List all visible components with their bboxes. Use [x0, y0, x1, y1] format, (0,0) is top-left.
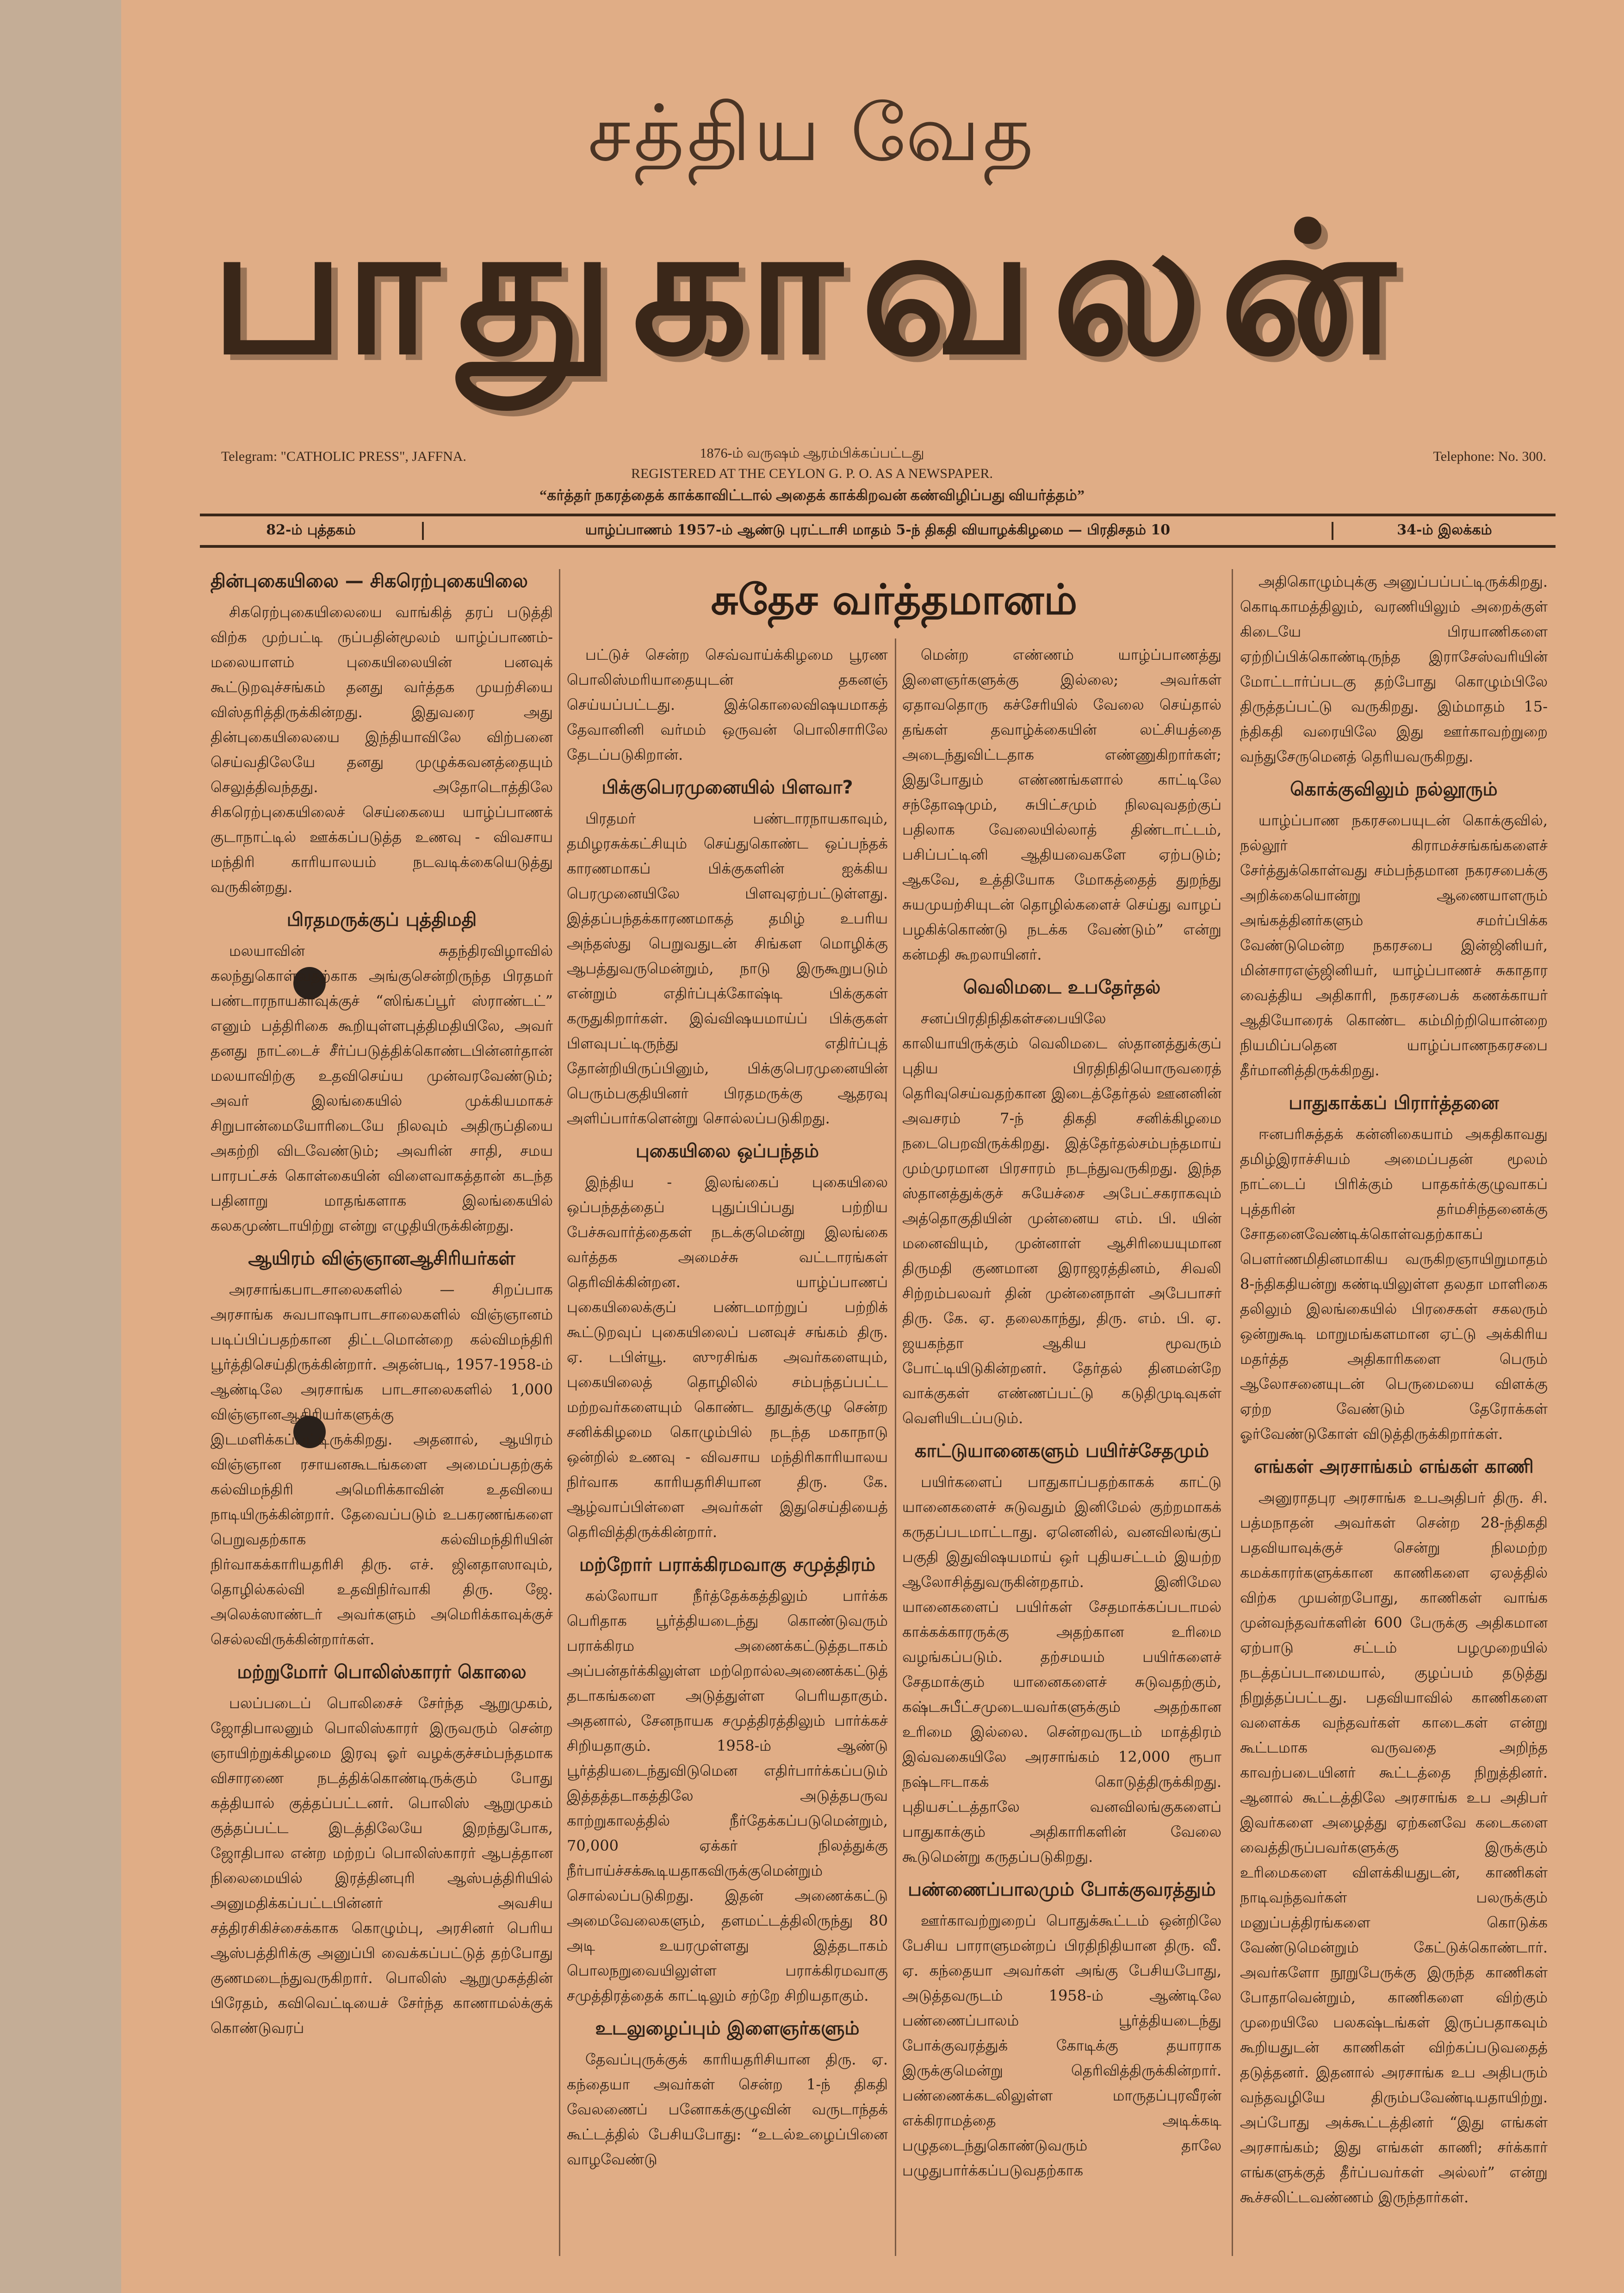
article-heading: ஆயிரம் விஞ்ஞானஆசிரியர்கள் [248, 1248, 515, 1269]
founded-line: 1876-ம் வருஷம் ஆரம்பிக்கப்பட்டது [700, 446, 924, 461]
column-2 [567, 642, 888, 2179]
article-heading: வெலிமடை உபதேர்தல் [963, 977, 1161, 998]
article-paragraph: பட்டுச் சென்ற செவ்வாய்க்கிழமை பூரண பொலிஸ்மரியாதையுடன் தகனஞ் செய்யப்பட்டது. இக்கொலைவிஷயமாகத் தேவானினி வர்மம் ஒருவன் பொலிசாரிலே தேடப்படுகிறான். [567, 646, 888, 763]
article-heading: தின்புகையிலை — சிகரெற்புகையிலை [211, 570, 528, 592]
article-paragraph: ஈனபரிசுத்தக் கன்னிகையாம் அகதிகாவது தமிழ்இராச்சியம் அமைப்பதன் மூலம் நாட்டைப் பிரிக்கும் பாதகர்க்குழுவாகப் புத்தரின் தர்மசிந்தனைக்கு சோதனைவேண்டிக்கொள்வதற்காகப் பௌர்ணமிதினமாகிய வருகிறஞாயிறுமாதம் 8-ந்திகதியன்று கண்டியிலுள்ள தலதா மாளிகை தலிலும் இலங்கையில் பிரசைகள் சகலரும் ஒன்றுகூடி மாறுமங்களமான ஏட்டு அக்கிரிய மதர்த்த அதிகாரிகளை பெரும் ஆலோசனையுடன் பெருமையை விளக்கு ஏற்ற வேண்டும் தேரோக்கள் ஓர்வேண்டுகோள் விடுத்திருக்கிறார்கள். [1240, 1125, 1548, 1443]
masthead-subtitle: சத்திய வேத [588, 88, 1036, 179]
article-heading: எங்கள் அரசாங்கம் எங்கள் காணி [1254, 1456, 1534, 1477]
article-paragraph: பயிர்களைப் பாதுகாப்பதற்காகக் காட்டு யானைகளைச் சுடுவதும் இனிமேல் குற்றமாகக் கருதப்படமாட்டாது. ஏனெனில், வனவிலங்குப் பகுதி இதுவிஷயமாய் ஒர் புதியசட்டம் இயற்ற ஆலோசித்துவருகின்றதாம். இனிமேல யானைகளைப் பயிர்கள் சேதமாக்கப்படாமல் காக்கக்காரருக்கு அதற்கான உரிமை வழங்கப்படும். தற்சமயம் பயிர்களைச் சேதமாக்கும் யானைகளைச் சுடுவதற்கும், கஷ்டசுபீட்சமுடையவர்களுக்கும் அதற்கான உரிமை இல்லை. சென்றவருடம் மாத்திரம் இவ்வகையிலே அரசாங்கம் 12,000 ரூபா நஷ்டஈடாகக் கொடுத்திருக்கிறது. புதியசட்டத்தாலே வனவிலங்குகளைப் பாதுகாக்கும் அதிகாரிகளின் வேலை கூடுமென்று கருதப்படுகிறது. [902, 1473, 1221, 1865]
article-paragraph: பிரதமர் பண்டாரநாயகாவும், தமிழரசுக்கட்சியும் செய்துகொண்ட ஒப்பந்தக் காரணமாகப் பிக்குகளின் ஐக்கிய பெரமுனையிலே பிளவுஏற்பட்டுள்ளது. இத்தப்பந்தக்காரணமாகத் தமிழ் உபரிய அந்தஸ்து பெறுவதுடன் சிங்கள மொழிக்கு ஆபத்துவருமென்றும், நாடு இருகூறுபடும் என்றும் எதிர்ப்புக்கோஷ்டி பிக்குகள் கருதுகிறார்கள். இவ்விஷயமாய்ப் பிக்குகள் பிளவுபட்டிருந்து எதிர்ப்புத் தோன்றியிருப்பினும், பிக்குபெரமுனையின் பெரும்பகுதியினர் பிரதமருக்கு ஆதரவு அளிப்பார்களென்று சொல்லப்படுகிறது. [567, 810, 888, 1127]
article-paragraph: கல்லோயா நீர்த்தேக்கத்திலும் பார்க்க பெரிதாக பூர்த்தியடைந்து கொண்டுவரும் பராக்கிரம அணைக்கட்டுத்தடாகம் அப்பன்தர்க்கிலுள்ள மற்றொல்லஅணைக்கட்டுத் தடாகங்களை அடுத்துள்ள பெரியதாகும். அதனால், சேனநாயக சமுத்திரத்திலும் பார்க்கச் சிறியதாகும். 1958-ம் ஆண்டு பூர்த்தியடைந்துவிடுமென எதிர்பார்க்கப்படும் இத்தத்தடாகத்திலே அடுத்தபருவ காற்றுகாலத்தில் நீர்தேக்கப்படுமென்றும், 70,000 ஏக்கர் நிலத்துக்கு நீர்பாய்ச்சக்கூடியதாகவிருக்குமென்றும் சொல்லப்படுகிறது. இதன் அணைக்கட்டு அமைவேலைகளும், தளமட்டத்திலிருந்து 80 அடி உயரமுள்ளது இத்தடாகம் பொலநறுவையிலுள்ள பராக்கிரமவாகு சமுத்திரத்தைக் காட்டிலும் சற்றே சிறியதாகும். [567, 1587, 888, 2004]
article-paragraph: அனுராதபுர அரசாங்க உபஅதிபர் திரு. சி. பத்மநாதன் அவர்கள் சென்ற 28-ந்திகதி பதவியாவுக்குச் சென்று நிலமற்ற கமக்காரர்களுக்கான காணிகளை ஏலத்தில் விற்க முயன்றபோது, காணிகள் வாங்க முன்வந்தவர்களின் 600 பேருக்கு அதிகமான ஏற்பாடு சட்டம் பழமுறையில் நடத்தப்படாமையால், குழப்பம் தடுத்து நிறுத்தப்பட்டது. பதவியாவில் காணிகளை வளைக்க வந்தவர்கள் காடைகள் என்று கூட்டமாக வருவதை அறிந்த காவற்படையினர் கூட்டத்தை நிறுத்தினர். ஆனால் கூட்டத்திலே அரசாங்க உப அதிபர் இவர்களை அழைத்து ஏற்கனவே கடைகளை வைத்திருப்பவர்களுக்கு இருக்கும் உரிமைகளை விளக்கியதுடன், காணிகள் நாடிவந்தவர்கள் பலருக்கும் மனுப்பத்திரங்களை கொடுக்க வேண்டுமென்றும் கேட்டுக்கொண்டார். அவர்களோ நூறுபேருக்கு இருந்த காணிகள் போதாவென்றும், காணிகளை விற்கும் முறையிலே பலகஷ்டங்கள் இருப்பதாகவும் கூறியதுடன் காணிகள் விற்கப்படுவதைத் தடுத்தனர். இதனால் அரசாங்க உப அதிபரும் வந்தவழியே திரும்பவேண்டியதாயிற்று. அப்போது அக்கூட்டத்தினர் “இது எங்கள் அரசாங்கம்; இது எங்கள் காணி; சர்க்கார் எங்களுக்குத் தீர்ப்பவர்கள் அல்லர்” என்று கூச்சலிட்டவண்ணம் இருந்தார்கள். [1240, 1489, 1548, 2206]
article-paragraph: இந்திய - இலங்கைப் புகையிலை ஒப்பந்தத்தைப் புதுப்பிப்பது பற்றிய பேச்சுவார்த்தைகள் நடக்குமென்று இலங்கை வர்த்தக அமைச்சு வட்டாரங்கள் தெரிவிக்கின்றன. யாழ்ப்பாணப் புகையிலைக்குப் பண்டமாற்றுப் பற்றிக் கூட்டுறவுப் புகையிலைப் பனவுச் சங்கம் திரு. ஏ. டபிள்யூ. ஸுரசிங்க அவர்களையும், புகையிலைத் தொழிலில் சம்பந்தப்பட்ட மற்றவர்களையும் கொண்ட தூதுக்குழு சென்ற சனிக்கிழமை கொழும்பில் நடந்த மகாநாடு ஒன்றில் உணவு - விவசாய மந்திரிகாரியாலய நிர்வாக காரியதரிசியான திரு. கே. ஆழ்வாப்பிள்ளை அவர்கள் இதுசெய்தியைத் தெரிவித்திருக்கின்றார். [567, 1173, 888, 1541]
motto: “கர்த்தர் நகரத்தைக் காக்காவிட்டால் அதைக் காக்கிறவன் கண்விழிப்பது வியர்த்தம்” [539, 487, 1085, 503]
article-paragraph: சிகரெற்புகையிலையை வாங்கித் தரப் படுத்தி விற்க முற்பட்டி ருப்பதின்மூலம் யாழ்ப்பாணம்-மலையாளம் புகையிலையின் பனவுக் கூட்டுறவுச்சங்கம் தனது வர்த்தக முயற்சியை விஸ்தரித்திருக்கின்றது. இதுவரை அது தின்புகையிலையை இந்தியாவிலே விற்பனை செய்வதிலேயே தனது முழுக்கவனத்தையும் செலுத்திவந்தது. அதோடொத்திலே சிகரெற்புகையிலைச் செய்கையை யாழ்ப்பாணக் குடாநாட்டில் ஊக்கப்படுத்த உணவு - விவசாய மந்திரி காரியாலயம் நடவடிக்கையெடுத்து வருகின்றது. [211, 603, 553, 896]
telegram-info: Telegram: "CATHOLIC PRESS", JAFFNA. [221, 449, 466, 464]
article-paragraph: ஊர்காவற்றுறைப் பொதுக்கூட்டம் ஒன்றிலே பேசிய பாராளுமன்றப் பிரதிநிதியான திரு. வீ. ஏ. கந்தையா அவர்கள் அங்கு பேசியபோது, அடுத்தவருடம் 1958-ம் ஆண்டிலே பண்ணைப்பாலம் பூர்த்தியடைந்து போக்குவரத்துக் கோடிக்கு தயாராக இருக்குமென்று தெரிவித்திருக்கின்றார். பண்ணைக்கடலிலுள்ள மாருதப்புரவீரன் எக்கிராமத்தை அடிக்கடி பழுதடைந்துகொண்டுவரும் தாலே பழுதுபார்க்கப்படுவதற்காக [902, 1912, 1221, 2179]
volume-number: 82-ம் புத்தகம் [266, 521, 356, 538]
column-3 [902, 642, 1221, 2190]
article-paragraph: சனப்பிரதிநிதிகள்சபையிலே காலியாயிருக்கும் வெலிமடை ஸ்தானத்துக்குப் புதிய பிரதிநிதியொருவரைத் தெரிவுசெய்வதற்கான இடைத்தேர்தல் ஊனனின் அவசரம் 7-ந் திகதி சனிக்கிழமை நடைபெறவிருக்கிறது. இத்தேர்தல்சம்பந்தமாய் மும்முரமான பிரசாரம் நடந்துவருகிறது. இந்த ஸ்தானத்துக்குச் சுயேச்சை அபேட்சகராகவும் அத்தொகுதியின் முன்னைய எம். பி. யின் மனைவியும், முன்னாள் ஆசிரியையுமான திருமதி குணமான இராஜரத்தினம், சிவலி சிற்றம்பலவர் தின் முன்னைநாள் அபேபாசர் திரு. கே. ஏ. தலைகாந்து, திரு. எம். பி. ஏ. ஜயகந்தா ஆகிய மூவரும் போட்டியிடுகின்றனர். தேர்தல் தினமன்றே வாக்குகள் எண்ணப்பட்டு கடுதிமுடிவுகள் வெளியிடப்படும். [902, 1010, 1221, 1427]
column-divider [1232, 569, 1233, 2256]
column-divider [895, 638, 896, 2256]
article-heading: பிரதமருக்குப் புத்திமதி [286, 909, 477, 930]
column-divider [559, 569, 560, 2256]
telephone-info: Telephone: No. 300. [1433, 449, 1546, 464]
article-heading: மற்றுமோர் பொலிஸ்காரர் கொலை [237, 1661, 527, 1683]
article-paragraph: பலப்படைப் பொலிசைச் சேர்ந்த ஆறுமுகம், ஜோதிபாலனும் பொலிஸ்காரர் இருவரும் சென்ற ஞாயிற்றுக்கிழமை இரவு ஓர் வழக்குச்சம்பந்தமாக விசாரணை நடத்திக்கொண்டிருக்கும் போது கத்தியால் குத்தப்பட்டனர். பொலிஸ் ஆறுமுகம் குத்தப்பட்ட இடத்திலேயே இறந்துபோக, ஜோதிபால என்ற மற்றப் பொலிஸ்காரர் ஆபத்தான நிலைமையில் இரத்தினபுரி ஆஸ்பத்திரியில் அனுமதிக்கப்பட்டபின்னர் அவசிய சத்திரசிகிச்சைக்காக கொழும்பு, அரசினர் பெரிய ஆஸ்பத்திரிக்கு அனுப்பி வைக்கப்பட்டுத் தற்போது குணமடைந்துவருகிறார். பொலிஸ் ஆறுமுகத்தின் பிரேதம், கவிவெட்டியைச் சேர்ந்த காணாமல்க்குக் கொண்டுவரப் [211, 1694, 553, 2037]
column-4 [1240, 569, 1548, 2217]
article-heading: பாதுகாக்கப் பிரார்த்தனை [1289, 1092, 1499, 1114]
article-heading: மற்றோர் பராக்கிரமவாகு சமுத்திரம் [579, 1554, 875, 1575]
article-paragraph: அதிகொழும்புக்கு அனுப்பப்பட்டிருக்கிறது. கொடிகாமத்திலும், வரணியிலும் அறைக்குள் கிடையே பிரயாணிகளை ஏற்றிப்பிக்கொண்டிருந்த இராசேஸ்வரியின் மோட்டார்ப்படகு தற்போது கொழும்பிலே திருத்தப்பட்டு வருகிறது. இம்மாதம் 15-ந்திகதி வரையிலே இது ஊர்காவற்றுறை வந்துசேருமெனத் தெரியவருகிறது. [1240, 573, 1548, 765]
article-paragraph: தேவப்புருக்குக் காரியதரிசியான திரு. ஏ. கந்தையா அவர்கள் சென்ற 1-ந் திகதி வேலணைப் பனோகக்குழுவின் வருடாந்தக் கூட்டத்தில் பேசியபோது: “உடல்உழைப்பினை வாழவேண்டு [567, 2051, 888, 2168]
article-paragraph: யாழ்ப்பாண நகரசபையுடன் கொக்குவில், நல்லூர் கிராமச்சங்கங்களைச் சேர்த்துக்கொள்வது சம்பந்தமான நகரசபைக்கு அறிக்கையொன்று ஆணையாளரும் அங்கத்தினர்களும் சமர்ப்பிக்க வேண்டுமென்ற நகரசபை இன்ஜினியர், மின்சாரஎஞ்ஜினியர், யாழ்ப்பாணச் சுகாதார வைத்திய அதிகாரி, நகரசபைக் கணக்காயர் ஆதியோரைக் கொண்ட கம்மிற்றியொன்றை நியமிப்பதென யாழ்ப்பாணநகரசபை தீர்மானித்திருக்கிறது. [1240, 812, 1548, 1079]
article-paragraph: மலயாவின் சுதந்திரவிழாவில் கலந்துகொள்வதற்காக அங்குசென்றிருந்த பிரதமர் பண்டாரநாயகாவுக்குச் “ஸிங்கப்பூர் ஸ்ராண்டட்” எனும் பத்திரிகை கூறியுள்ளபுத்திமதியிலே, அவர் தனது நாட்டைச் சீர்ப்படுத்திக்கொண்டபின்னர்தான் மலயாவிற்கு உதவிசெய்ய முன்வரவேண்டும்; அவர் இலங்கையில் முக்கியமாகச் சிறுபான்மையோரிடையே நிலவும் அதிருப்தியை அகற்றி விடவேண்டும்; அவரின் சாதி, சமய பாரபட்சக் கொள்கையின் விளைவாகத்தான் கடந்த பதினாறு மாதங்களாக இலங்கையில் கலகமுண்டாயிற்று என்று எழுதியிருக்கின்றது. [211, 942, 553, 1234]
article-paragraph: அரசாங்கபாடசாலைகளில் — சிறப்பாக அரசாங்க சுவபாஷாபாடசாலைகளில் விஞ்ஞானம் படிப்பிப்பதற்கான திட்டமொன்றை கல்விமந்திரி பூர்த்திசெய்திருக்கின்றார். அதன்படி, 1957-1958-ம் ஆண்டிலே அரசாங்க பாடசாலைகளில் 1,000 விஞ்ஞானஆசிரியர்களுக்கு இடமளிக்கப்பட்டிருக்கிறது. அதனால், ஆயிரம் விஞ்ஞான ரசாயனகூடங்களை அமைப்பதற்குக் கல்விமந்திரி அமெரிக்காவின் உதவியை நாடியிருக்கின்றார். தேவைப்படும் உபகரணங்களை பெறுவதற்காக கல்விமந்திரியின் நிர்வாகக்காரியதரிசி திரு. எச். ஜினதாஸாவும், தொழில்கல்வி உதவிநிர்வாகி திரு. ஜே. அலெக்ஸாண்டர் அவர்களும் அமெரிக்காவுக்குச் செல்லவிருக்கின்றார்கள். [211, 1281, 553, 1648]
article-heading: பிக்குபெரமுனையில் பிளவா? [601, 777, 853, 798]
article-heading: பண்ணைப்பாலமும் போக்குவரத்தும் [908, 1879, 1216, 1900]
issue-number: 34-ம் இலக்கம் [1397, 521, 1492, 538]
registration-info [0, 443, 1624, 484]
section-title: சுதேச வர்த்தமானம் [711, 576, 1078, 624]
article-heading: கொக்குவிலும் நல்லூரும் [1290, 779, 1498, 800]
article-heading: உடலுழைப்பும் இளைஞர்களும் [595, 2018, 860, 2039]
masthead-title: பாதுகாவலன் [210, 184, 1414, 394]
column-1 [211, 569, 553, 2048]
issue-date: யாழ்ப்பாணம் 1957-ம் ஆண்டு புரட்டாசி மாதம் 5-ந் திகதி வியாழக்கிழமை — பிரதிசதம் 10 [422, 522, 1333, 540]
article-heading: புகையிலை ஒப்பந்தம் [635, 1140, 819, 1162]
registered-line: REGISTERED AT THE CEYLON G. P. O. AS A NEWSPAPER. [631, 466, 993, 481]
issue-bar [200, 514, 1556, 548]
article-paragraph: மென்ற எண்ணம் யாழ்ப்பாணத்து இளைஞர்களுக்கு இல்லை; அவர்கள் ஏதாவதொரு கச்சேரியில் வேலை செய்தால் தங்கள் தவாழ்க்கையின் லட்சியத்தை அடைந்துவிட்டதாக எண்ணுகிறார்கள்; இதுபோதும் எண்ணங்களால் காட்டிலே சந்தோஷமும், சுபிட்சமும் நிலவுவதற்குப் பதிலாக வேலையில்லாத் திண்டாட்டம், பசிப்பட்டினி ஆதியவைகளே ஏற்படும்; ஆகவே, உத்தியோக மோகத்தைத் துறந்து சுயமுயற்சியுடன் தொழில்களைச் செய்து வாழப் பழகிக்கொண்டு நடக்க வேண்டும்” என்று கன்மதி கூறலாயினர். [902, 646, 1221, 963]
article-heading: காட்டுயானைகளும் பயிர்ச்சேதமும் [914, 1440, 1209, 1462]
